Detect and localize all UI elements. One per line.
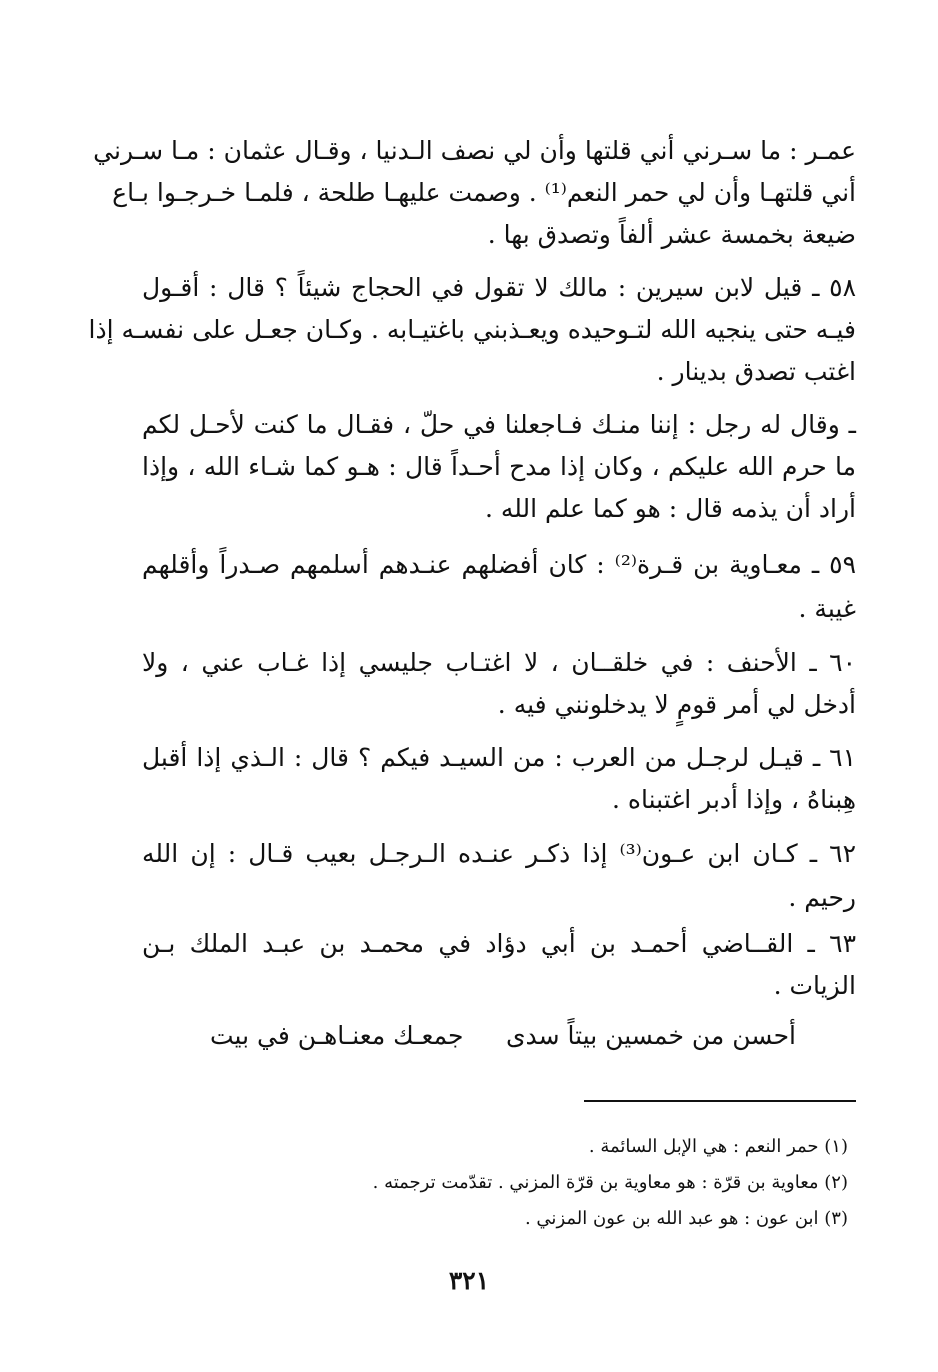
text-line: ٦٣ ـ القــاضي أحمـد بن أبي دؤاد في محمـد بن عبـد الملك بـن	[142, 929, 856, 958]
footnote: (١) حمر النعم : هي الإبل السائمة .	[588, 1136, 848, 1157]
verse-second-hemistich: جمعـك معنـاهـن في بيت	[210, 1021, 464, 1050]
page-number: ٣٢١	[448, 1266, 490, 1295]
text-line: رحيم .	[788, 883, 856, 912]
text-line: ٥٨ ـ قيل لابن سيرين : مالك لا تقول في الحجاج شيئاً ؟ قال : أقـول	[142, 273, 856, 302]
text-line: أدخل لي أمر قومٍ لا يدخلونني فيه .	[497, 690, 856, 719]
text-line: اغتب تصدق بدينار .	[656, 357, 856, 386]
footnote: (٢) معاوية بن قرّة : هو معاوية بن قرّة المزني . تقدّمت ترجمته .	[372, 1172, 848, 1193]
verse-first-hemistich: أحسن من خمسين بيتاً سدى	[505, 1021, 796, 1050]
text-line: ما حرم الله عليكم ، وكان إذا مدح أحـداً قال : هـو كما شـاء الله ، وإذا	[142, 452, 856, 481]
text-line: ـ وقال له رجل : إننا منـك فـاجعلنا في حلّ ، فقـال ما كنت لأحـل لكم	[142, 410, 856, 439]
text-line: أراد أن يذمه قال : هو كما علم الله .	[484, 494, 856, 523]
text-line: هِبناهُ ، وإذا أدبر اغتبناه .	[611, 785, 856, 814]
text-line: ٥٩ ـ معـاوية بن قـرة⁽²⁾ : كان أفضلهم عنـدهم أسلمهم صـدراً وأقلهم	[142, 550, 856, 579]
text-line: ٦٠ ـ الأحنف : في خلقــان ، لا اغتـاب جليسي إذا غـاب عني ، ولا	[142, 648, 856, 677]
text-line: ٦١ ـ قيـل لرجـل من العرب : من السيـد فيكم ؟ قال : الـذي إذا أقبل	[142, 743, 856, 772]
text-line: الزيات .	[773, 971, 856, 1000]
footnote: (٣) ابن عون : هو عبد الله بن عون المزني .	[524, 1208, 848, 1229]
text-line: عمـر : ما سـرني أني قلتها وأن لي نصف الـدنيا ، وقـال عثمان : مـا سـرني	[93, 136, 856, 165]
text-line: ضيعة بخمسة عشر ألفاً وتصدق بها .	[487, 220, 856, 249]
text-line: أني قلتهـا وأن لي حمر النعم⁽¹⁾ . وصمت عليهـا طلحة ، فلمـا خـرجـوا بـاع	[112, 178, 856, 207]
text-line: غيبة .	[798, 594, 856, 623]
text-line: ٦٢ ـ كـان ابن عـون⁽³⁾ إذا ذكـر عنـده الـرجـل بعيب قـال : إن الله	[142, 839, 856, 868]
footnote-separator	[584, 1100, 856, 1102]
text-line: فيـه حتى ينجيه الله لتـوحيده ويعـذبني باغتيـابه . وكـان جعـل على نفسـه إذا	[88, 315, 856, 344]
